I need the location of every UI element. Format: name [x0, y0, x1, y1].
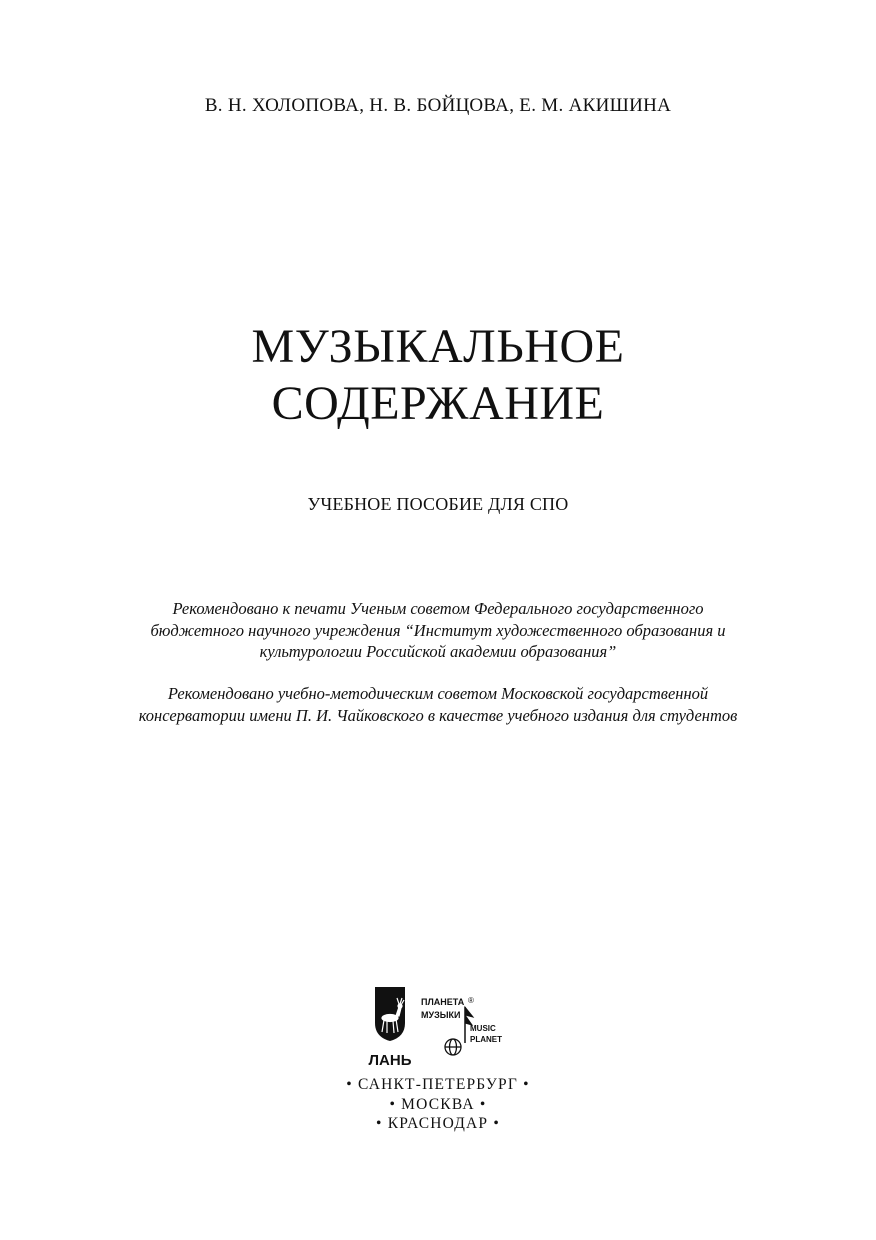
planeta-muzyki-logo — [421, 996, 502, 1055]
book-title — [0, 318, 876, 432]
recommendation-1 — [60, 598, 816, 663]
registered-mark: ® — [468, 996, 474, 1005]
recommendation-line: бюджетного научного учреждения “Институт художественного образования и — [150, 620, 726, 640]
recommendation-line: культурологии Российской академии образования” — [259, 642, 617, 661]
planet-logo-text-ru-2: МУЗЫКИ — [421, 1010, 461, 1020]
planet-logo-text-en-2: PLANET — [470, 1035, 502, 1044]
planet-logo-text-en-1: MUSIC — [470, 1024, 496, 1033]
recommendation-line: Рекомендовано к печати Ученым советом Федерального государственного — [172, 599, 704, 618]
book-title-line-1: МУЗЫКАЛЬНОЕ — [251, 320, 625, 373]
recommendation-line: Рекомендовано учебно-методическим советом Московской государственной — [167, 684, 709, 703]
recommendation-line: консерватории имени П. И. Чайковского в качестве учебного издания для студентов — [138, 705, 738, 725]
city-krasnodar: • КРАСНОДАР • — [376, 1115, 500, 1132]
city-saint-petersburg: • САНКТ-ПЕТЕРБУРГ • — [346, 1076, 530, 1093]
publisher-cities — [0, 1075, 876, 1134]
globe-icon — [445, 1039, 461, 1055]
recommendation-2 — [60, 683, 816, 726]
planet-logo-text-ru-1: ПЛАНЕТА — [421, 997, 465, 1007]
authors: В. Н. ХОЛОПОВА, Н. В. БОЙЦОВА, Е. М. АКИШИНА — [204, 95, 672, 116]
lan-logo — [369, 987, 412, 1069]
lan-logo-text: ЛАНЬ — [368, 1052, 412, 1069]
city-moscow: • МОСКВА • — [389, 1095, 487, 1113]
book-title-line-2: СОДЕРЖАНИЕ — [271, 377, 605, 430]
book-subtitle: УЧЕБНОЕ ПОСОБИЕ ДЛЯ СПО — [307, 494, 569, 514]
